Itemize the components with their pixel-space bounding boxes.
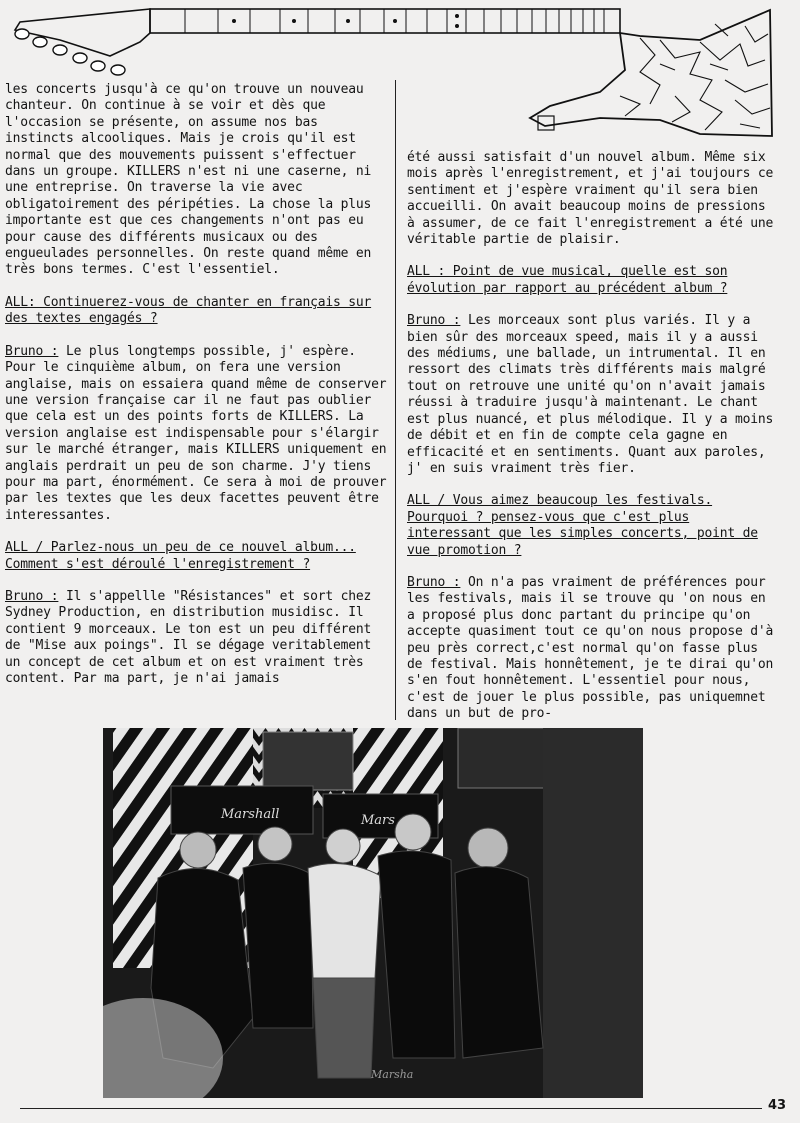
answer-paragraph (407, 575, 777, 723)
drum-logo: Marsha (371, 1068, 414, 1081)
page-number: 43 (768, 1098, 787, 1113)
amp-logo-left: Marshall (221, 807, 280, 822)
poster-left (263, 732, 353, 790)
guitar-neck (150, 9, 620, 33)
speaker-label: Bruno : (407, 313, 461, 329)
right-column (407, 150, 777, 739)
answer-text: Il s'appellle "Résistances" et sort chez Sydney Production, en distribution musidisc. Il contient 9 morceaux. Le ton est un peu différent de "Mise aux poings". Il se dégage veritablement un concept de cet album et on est vraiment très content. Par ma part, je n'ai jamais (5, 588, 372, 686)
speaker-label: Bruno : (5, 343, 59, 359)
answer-paragraph (5, 344, 390, 524)
answer-paragraph (407, 313, 777, 477)
answer-text: Les morceaux sont plus variés. Il y a bien sûr des morceaux speed, mais il y a aussi des médiums, une ballade, un intrumental. Il en ressort des climats très différents mais malgré tout on retrouve une unité qu'on n'avait jamais réussi à traduire jusqu'à maintenant. Le chant est plus nuancé, et plus mélodique. Il y a moins de débit et en fin de compte cela gagne en efficacité et en sentiments. Quant aux paroles, j' en suis vraiment très fier. (407, 313, 774, 476)
question-paragraph: ALL / Vous aimez beaucoup les festivals. Pourquoi ? pensez-vous que c'est plus interessant que les simples concerts, point de vue promotion ? (407, 493, 758, 558)
band-photo-illustration (103, 728, 643, 1098)
guitar-headstock (15, 9, 150, 56)
footer-rule (20, 1108, 762, 1109)
poster-right (458, 728, 553, 788)
question-paragraph: ALL: Continuerez-vous de chanter en français sur des textes engagés ? (5, 294, 372, 327)
guitar-tuning-pegs (15, 29, 125, 75)
answer-text: On n'a pas vraiment de préférences pour les festivals, mais il se trouve qu 'on nous en a proposé plus donc partant du principe qu'on accepte quasiment tout ce qu'on nous propose d'à peu près correct,c'est normal qu'on fasse plus de festival. Mais honnêtement, je te dirai qu'on s'en fout honnêtement. L'essentiel pour nous, c'est de jouer le plus possible, pas uniquemnet dans un but de pro- (407, 574, 774, 722)
answer-paragraph: été aussi satisfait d'un nouvel album. Même six mois après l'enregistrement, et j'ai toujours ce sentiment et j'espère vraiment qu'il sera bien accueilli. On avait beaucoup moins de pressions à assumer, de ce fait l'enregistrement a été une véritable partie de plaisir. (407, 150, 774, 248)
guitar-inlays (232, 14, 459, 28)
speaker-label: Bruno : (5, 588, 59, 604)
wall-right (543, 728, 643, 1098)
question-paragraph: ALL / Parlez-nous un peu de ce nouvel album... Comment s'est déroulé l'enregistrement ? (5, 540, 356, 572)
band-photo (103, 728, 643, 1098)
answer-text: Le plus longtemps possible, j' espère. Pour le cinquième album, on fera une version anglaise, mais on essaiera quand même de conserver une version française car il ne faut pas oublier que cela est un des points forts de KILLERS. La version anglaise est indispensable pour s'élargir sur le marché étranger, mais KILLERS uniquement en anglais perdrait un peu de son charme. J'y tiens pour ma part, énormément. Ce sera à moi de prouver par les textes que les deux facettes peuvent être interessantes. (5, 343, 387, 523)
left-column (5, 82, 390, 703)
column-divider (395, 80, 396, 720)
speaker-label: Bruno : (407, 574, 461, 590)
question-paragraph: ALL : Point de vue musical, quelle est son évolution par rapport au précédent album ? (407, 264, 728, 296)
amp-logo-right: Mars (361, 813, 395, 828)
answer-paragraph (5, 589, 390, 687)
answer-paragraph: les concerts jusqu'à ce qu'on trouve un nouveau chanteur. On continue à se voir et dès que l'occasion se présente, on assume nos bas instincts alcooliques. Mais je crois qu'il est normal que des mouvements puissent s'effectuer dans un groupe. KILLERS n'est ni une caserne, ni une entreprise. On traverse la vie avec obligatoirement des péripéties. La chose la plus importante est que ces changements n'ont pas eu pour cause des différents musicaux ou des engueulades personnelles. On reste quand même en très bons termes. C'est l'essentiel. (5, 82, 372, 278)
guitar-body (530, 10, 772, 136)
